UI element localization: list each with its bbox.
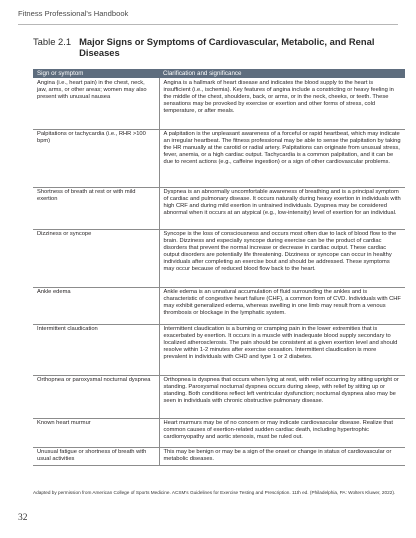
clarification-cell: Syncope is the loss of consciousness and occurs most often due to lack of blood flow to the brain. Dizziness and especially syncope during exercise can be the product of cardiac disorders that prevent the normal increase or decrease in cardiac output. These cardiac output disorders are potentially life threatening. Dizziness or syncope can occur in healthy individuals after completing an exercise bout and should be addressed. These symptoms may occur because of reduced blood flow back to the heart. [159,229,405,287]
table-row [33,324,405,375]
symptom-cell: Palpitations or tachycardia (i.e., RHR >100 bpm) [33,129,159,187]
table-row [33,447,405,466]
symptom-cell: Intermittent claudication [33,324,159,375]
table-title: Major Signs or Symptoms of Cardiovascular, Metabolic, and Renal Diseases [79,36,375,58]
table-row [33,418,405,447]
symptom-cell: Angina (i.e., heart pain) in the chest, neck, jaw, arms, or other areas; women may also present with unusual nausea [33,78,159,129]
clarification-cell: Orthopnea is dyspnea that occurs when lying at rest, with relief occurring by sitting upright or standing. Paroxysmal nocturnal dyspnea occurs during sleep, with relief by sitting up or standing. Both conditions reflect left ventricular dysfunction; nocturnal dyspnea also may be seen in individuals with chronic obstructive pulmonary disease. [159,375,405,418]
table-header-row [33,69,405,78]
symptoms-table [33,69,405,466]
table-number: Table 2.1 [33,36,72,47]
header-rule [18,24,398,25]
symptom-cell: Orthopnea or paroxysmal nocturnal dyspnea [33,375,159,418]
column-header-clarification: Clarification and significance [159,69,405,78]
clarification-cell: A palpitation is the unpleasant awareness of a forceful or rapid heartbeat, which may indicate an irregular heartbeat. The fitness professional may be able to sense the palpitation by taking the HR manually at the carotid or radial artery. Palpitations can originate from unusual stress, fever, anemia, or a high cardiac output. Tachycardia is a common palpitation, and it can be due to recent actions (e.g., caffeine ingestion) or a sign of other cardiovascular problems. [159,129,405,187]
running-head: Fitness Professional's Handbook [18,9,129,18]
symptom-cell: Known heart murmur [33,418,159,447]
clarification-cell: Heart murmurs may be of no concern or may indicate cardiovascular disease. Realize that common causes of exertion-related sudden cardiac death, including hypertrophic cardiomyopathy and aortic stenosis, must be ruled out. [159,418,405,447]
table-row [33,287,405,324]
table-row [33,129,405,187]
clarification-cell: Dyspnea is an abnormally uncomfortable awareness of breathing and is a principal symptom of cardiac and pulmonary disease. It occurs naturally during heavy exertion in individuals with high CRF and during mild exertion in untrained individuals. Dyspnea may be considered abnormal when it occurs at an atypical (e.g., low-intensity) level of exertion for an individual. [159,187,405,229]
source-note: Adapted by permission from American College of Sports Medicine. ACSM's Guidelines for Exercise Testing and Prescription. 11th ed. (Philadelphia, PA: Wolters Kluwer, 2022). [33,490,396,495]
table-row [33,187,405,229]
table-row [33,229,405,287]
column-header-sign: Sign or symptom [33,69,159,78]
clarification-cell: This may be benign or may be a sign of the onset or change in status of cardiovascular or metabolic diseases. [159,447,405,466]
symptom-cell: Shortness of breath at rest or with mild exertion [33,187,159,229]
symptom-cell: Dizziness or syncope [33,229,159,287]
symptom-cell: Unusual fatigue or shortness of breath with usual activities [33,447,159,466]
symptom-cell: Ankle edema [33,287,159,324]
clarification-cell: Ankle edema is an unnatural accumulation of fluid surrounding the ankles and is characteristic of congestive heart failure (CHF), a common form of CVD. Individuals with CHF may exhibit generalized edema, whereas swelling in one limb may result from a venous thrombosis or blockage in the lymphatic system. [159,287,405,324]
clarification-cell: Angina is a hallmark of heart disease and indicates the blood supply to the heart is insufficient (i.e., ischemia). Key features of angina include a constricting or heavy feeling in the middle of the chest, shoulders, back, or arms, or in the neck, cheeks, or teeth. These sensations may be provoked by exercise or exertion and other forms of stress, cold temperature, or after meals. [159,78,405,129]
table-row [33,78,405,129]
clarification-cell: Intermittent claudication is a burning or cramping pain in the lower extremities that is exacerbated by exertion. It occurs in a muscle with inadequate blood supply secondary to localized atherosclerosis. The pain should be consistent at a given exertion level and should resolve within 1-2 minutes after exercise cessation. Intermittent claudication is more prevalent in individuals with CHD and type 1 or 2 diabetes. [159,324,405,375]
table-caption [33,36,405,58]
page-number: 32 [18,513,28,523]
table-row [33,375,405,418]
